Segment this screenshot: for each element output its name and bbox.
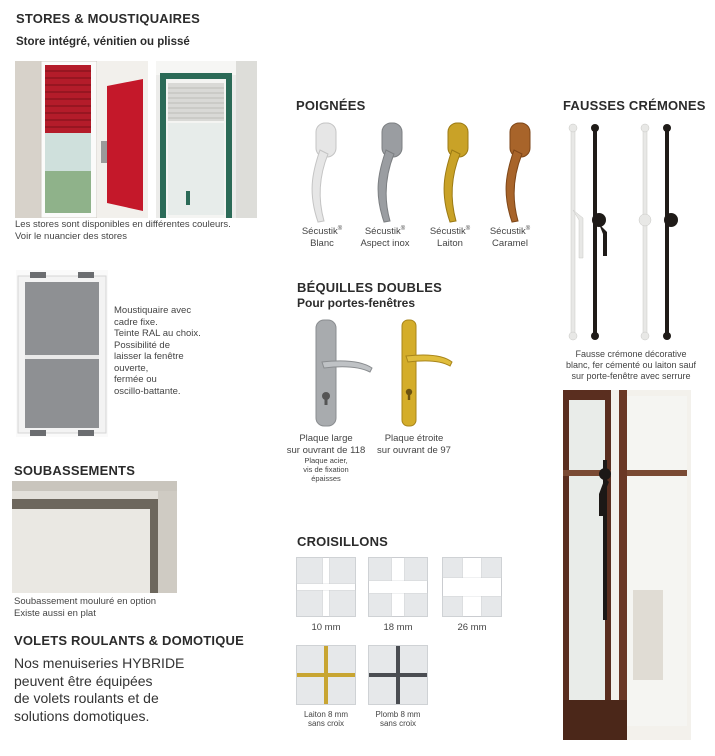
poignee-laiton-label: Sécustik® Laiton — [429, 226, 471, 249]
moustiquaire-text: Moustiquaire avec cadre fixe. Teinte RAL au choix. Possibilité de laisser la fenêtre ouverte, fermée ou oscillo-battante. — [114, 305, 201, 397]
soubassement-photo — [12, 481, 177, 593]
poignee-inox-label: Sécustik® Aspect inox — [360, 226, 410, 249]
cremone-blanc-1 — [569, 124, 583, 340]
croisillons-title: CROISILLONS — [297, 534, 389, 549]
stores-title: STORES & MOUSTIQUAIRES — [16, 11, 201, 26]
cremones-caption: Fausse crémone décorative blanc, fer cémenté ou laiton sauf sur porte-fenêtre avec serrure — [565, 349, 697, 381]
cremone-noir-2 — [663, 124, 678, 340]
croisillon-26mm — [442, 557, 502, 617]
soubassements-title: SOUBASSEMENTS — [14, 463, 136, 478]
bequille-etroite-label: Plaque étroite sur ouvrant de 97 — [377, 433, 451, 456]
poignees-title: POIGNÉES — [296, 98, 366, 113]
croisillon-plomb-label: Plomb 8 mm sans croix — [375, 710, 421, 728]
bequille-large-image — [316, 320, 372, 426]
store-photo-plisse — [156, 61, 257, 218]
poignees-images — [290, 118, 550, 230]
moustiquaire-photo — [16, 270, 108, 437]
croisillon-18mm-label: 18 mm — [383, 622, 413, 633]
cremones-images — [563, 120, 693, 344]
volets-title: VOLETS ROULANTS & DOMOTIQUE — [14, 633, 245, 648]
stores-caption: Les stores sont disponibles en différentes couleurs. Voir le nuancier des stores — [15, 219, 231, 242]
volets-text: Nos menuiseries HYBRIDE peuvent être équipées de volets roulants et de solutions domotiques. — [14, 655, 185, 724]
cremones-title: FAUSSES CRÉMONES — [563, 98, 706, 113]
cremone-window-photo — [563, 390, 691, 740]
stores-subtitle: Store intégré, vénitien ou plissé — [16, 36, 190, 48]
bequille-etroite-image — [402, 320, 452, 426]
bequille-large-label: Plaque large sur ouvrant de 118 — [286, 433, 366, 456]
croisillon-26mm-label: 26 mm — [457, 622, 487, 633]
poignee-caramel-label: Sécustik® Caramel — [489, 226, 531, 249]
soubassements-caption: Soubassement mouluré en option Existe aussi en plat — [14, 596, 157, 619]
store-photo-venitien — [15, 61, 148, 218]
bequilles-subtitle: Pour portes-fenêtres — [297, 296, 416, 310]
poignee-inox-image — [378, 123, 402, 222]
poignee-laiton-image — [444, 123, 468, 222]
bequilles-title: BÉQUILLES DOUBLES — [297, 280, 442, 295]
cremone-noir-1 — [591, 124, 607, 340]
croisillon-plomb — [368, 645, 428, 705]
croisillon-10mm-label: 10 mm — [311, 622, 341, 633]
croisillon-18mm — [368, 557, 428, 617]
croisillon-10mm — [296, 557, 356, 617]
croisillon-laiton-label: Laiton 8 mm sans croix — [303, 710, 349, 728]
poignee-blanc-image — [312, 123, 336, 222]
poignee-caramel-image — [506, 123, 530, 222]
poignee-blanc-label: Sécustik® Blanc — [301, 226, 343, 249]
croisillon-laiton — [296, 645, 356, 705]
bequille-large-note: Plaque acier, vis de fixation épaisses — [303, 456, 349, 483]
cremone-blanc-2 — [639, 124, 651, 340]
bequilles-images — [300, 316, 470, 430]
